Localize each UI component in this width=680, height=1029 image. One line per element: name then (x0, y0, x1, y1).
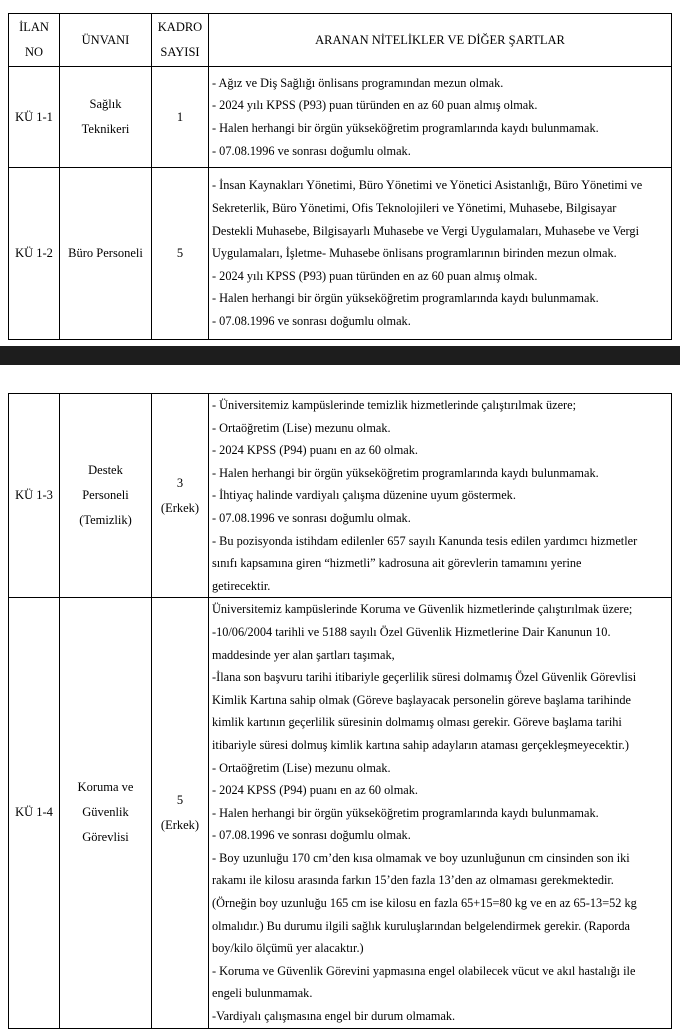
requirement-line: - 07.08.1996 ve sonrası doğumlu olmak. (212, 143, 411, 158)
requirement-line: Destekli Muhasebe, Bilgisayarlı Muhasebe ve Vergi Uygulamaları, Muhasebe ve Vergi (212, 223, 639, 238)
kadro-cell (152, 598, 209, 1028)
requirement-line: maddesinde yer alan şartları taşımak, (212, 647, 395, 662)
requirement-line: - Ağız ve Diş Sağlığı önlisans programından mezun olmak. (212, 75, 504, 90)
requirement-line: kimlik kartının geçerlilik süresinin dolmamış olması gerekir. Göreve başlama tarihi (212, 715, 622, 730)
requirement-line: - İnsan Kaynakları Yönetimi, Büro Yönetimi ve Yönetici Asistanlığı, Büro Yönetimi ve (212, 178, 643, 193)
requirement-line: - Halen herhangi bir örgün yükseköğretim programlarında kaydı bulunmamak. (212, 121, 599, 135)
header-row (9, 14, 672, 67)
requirement-line: - 07.08.1996 ve sonrası doğumlu olmak. (212, 828, 411, 843)
ilan-no-cell: KÜ 1-4 (9, 598, 60, 1028)
table-row (9, 168, 672, 340)
requirement-line: - Üniversitemiz kampüslerinde temizlik hizmetlerinde çalıştırılmak üzere; (212, 398, 576, 412)
requirement-line: -İlana son başvuru tarihi itibariyle geçerlilik süresi dolmamış Özel Güvenlik Görevlisi (212, 670, 637, 685)
requirements-cell (209, 394, 672, 598)
requirements-table-top (8, 13, 672, 340)
unvan-cell (60, 67, 152, 168)
requirement-line: olmalıdır.) Bu durumu ilgili sağlık kuruluşlarından belgelendirmek gerekir. (Raporda (212, 918, 631, 933)
requirement-line: - Halen herhangi bir örgün yükseköğretim programlarında kaydı bulunmamak. (212, 805, 599, 820)
requirement-line: - 07.08.1996 ve sonrası doğumlu olmak. (212, 313, 411, 328)
cell-line: 5 (176, 246, 184, 260)
requirement-line: Uygulamaları, İşletme- Muhasebe önlisans programlarının birinden mezun olmak. (212, 246, 617, 261)
header-unvan: ÜNVANI (60, 14, 152, 67)
table-row (9, 598, 672, 1028)
page-separator-band (0, 346, 680, 365)
requirement-line: (Örneğin boy uzunluğu 165 cm ise kilosu en fazla 65+15=80 kg ve en az 65-13=52 kg (212, 896, 637, 911)
requirement-line: rakamı ile kilosu arasında farkın 15’den fazla 13’den az olmaması gerekmektedir. (212, 873, 614, 888)
requirements-table-bottom (8, 393, 672, 1029)
ilan-no-cell: KÜ 1-2 (9, 168, 60, 340)
kadro-cell (152, 394, 209, 598)
requirement-line: - Bu pozisyonda istihdam edilenler 657 sayılı Kanunda tesis edilen yardımcı hizmetler (212, 533, 638, 548)
cell-line: Personeli (82, 488, 129, 503)
ilan-no-cell: KÜ 1-1 (9, 67, 60, 168)
requirement-line: engeli bulunmamak. (212, 986, 313, 1001)
requirement-line: - Ortaöğretim (Lise) mezunu olmak. (212, 760, 391, 775)
requirement-line: - Boy uzunluğu 170 cm’den kısa olmamak ve boy uzunluğunun cm cinsinden son iki (212, 850, 630, 865)
requirement-line: boy/kilo ölçümü yer alacaktır.) (212, 941, 364, 956)
requirement-line: - 2024 yılı KPSS (P93) puan türünden en az 60 puan almış olmak. (212, 268, 538, 283)
requirements-cell (209, 598, 672, 1028)
cell-line: 5 (176, 792, 184, 807)
cell-line: Teknikeri (81, 122, 130, 136)
cell-line: (Erkek) (160, 500, 200, 515)
header-sartlar: ARANAN NİTELİKLER VE DİĞER ŞARTLAR (209, 14, 672, 67)
unvan-cell (60, 168, 152, 340)
requirement-line: - Halen herhangi bir örgün yükseköğretim programlarında kaydı bulunmamak. (212, 291, 599, 306)
cell-line: Sağlık (89, 97, 122, 111)
cell-line: Güvenlik (82, 805, 129, 820)
kadro-cell (152, 168, 209, 340)
unvan-cell (60, 394, 152, 598)
requirement-line: - 2024 yılı KPSS (P93) puan türünden en az 60 puan almış olmak. (212, 98, 538, 113)
requirement-line: - İhtiyaç halinde vardiyalı çalışma düzenine uyum göstermek. (212, 488, 516, 503)
table-row (9, 394, 672, 598)
requirement-line: -10/06/2004 tarihli ve 5188 sayılı Özel Güvenlik Hizmetlerine Dair Kanunun 10. (212, 624, 611, 639)
unvan-cell (60, 598, 152, 1028)
header-ilan-no: İLAN NO (9, 14, 60, 67)
requirement-line: - 2024 KPSS (P94) puanı en az 60 olmak. (212, 443, 418, 458)
cell-line: Koruma ve (77, 780, 134, 795)
requirement-line: - Koruma ve Güvenlik Görevini yapmasına engel olabilecek vücut ve akıl hastalığı ile (212, 963, 636, 978)
cell-line: (Erkek) (160, 817, 200, 832)
cell-line: Büro Personeli (68, 246, 143, 260)
requirements-cell (209, 168, 672, 340)
cell-line: Destek (88, 463, 123, 478)
requirement-line: itibariyle süresi dolmuş kimlik kartına sahip adayların ataması gerçekleşmeyecektir.) (212, 737, 629, 752)
requirement-line: - 2024 KPSS (P94) puanı en az 60 olmak. (212, 783, 418, 798)
requirement-line: Üniversitemiz kampüslerinde Koruma ve Güvenlik hizmetlerinde çalıştırılmak üzere; (212, 602, 633, 617)
ilan-no-cell: KÜ 1-3 (9, 394, 60, 598)
requirement-line: - 07.08.1996 ve sonrası doğumlu olmak. (212, 510, 411, 525)
kadro-cell (152, 67, 209, 168)
requirement-line: -Vardiyalı çalışmasına engel bir durum olmamak. (212, 1009, 456, 1024)
requirement-line: - Ortaöğretim (Lise) mezunu olmak. (212, 420, 391, 435)
cell-line: Görevlisi (82, 830, 129, 845)
requirements-cell (209, 67, 672, 168)
table-row (9, 67, 672, 168)
requirement-line: Kimlik Kartına sahip olmak (Göreve başlayacak personelin göreve başlama tarihinde (212, 692, 631, 707)
cell-line: (Temizlik) (79, 513, 132, 528)
requirement-line: getirecektir. (212, 578, 271, 593)
cell-line: 1 (176, 109, 184, 124)
cell-line: 3 (176, 475, 184, 490)
requirement-line: sınıfı kapsamına giren “hizmetli” kadrosuna ait görevlerin tamamını yerine (212, 556, 582, 571)
header-kadro: KADRO SAYISI (152, 14, 209, 67)
requirement-line: - Halen herhangi bir örgün yükseköğretim programlarında kaydı bulunmamak. (212, 465, 599, 480)
requirement-line: Sekreterlik, Büro Yönetimi, Ofis Teknolojileri ve Yönetimi, Muhasebe, Bilgisayar (212, 201, 617, 216)
